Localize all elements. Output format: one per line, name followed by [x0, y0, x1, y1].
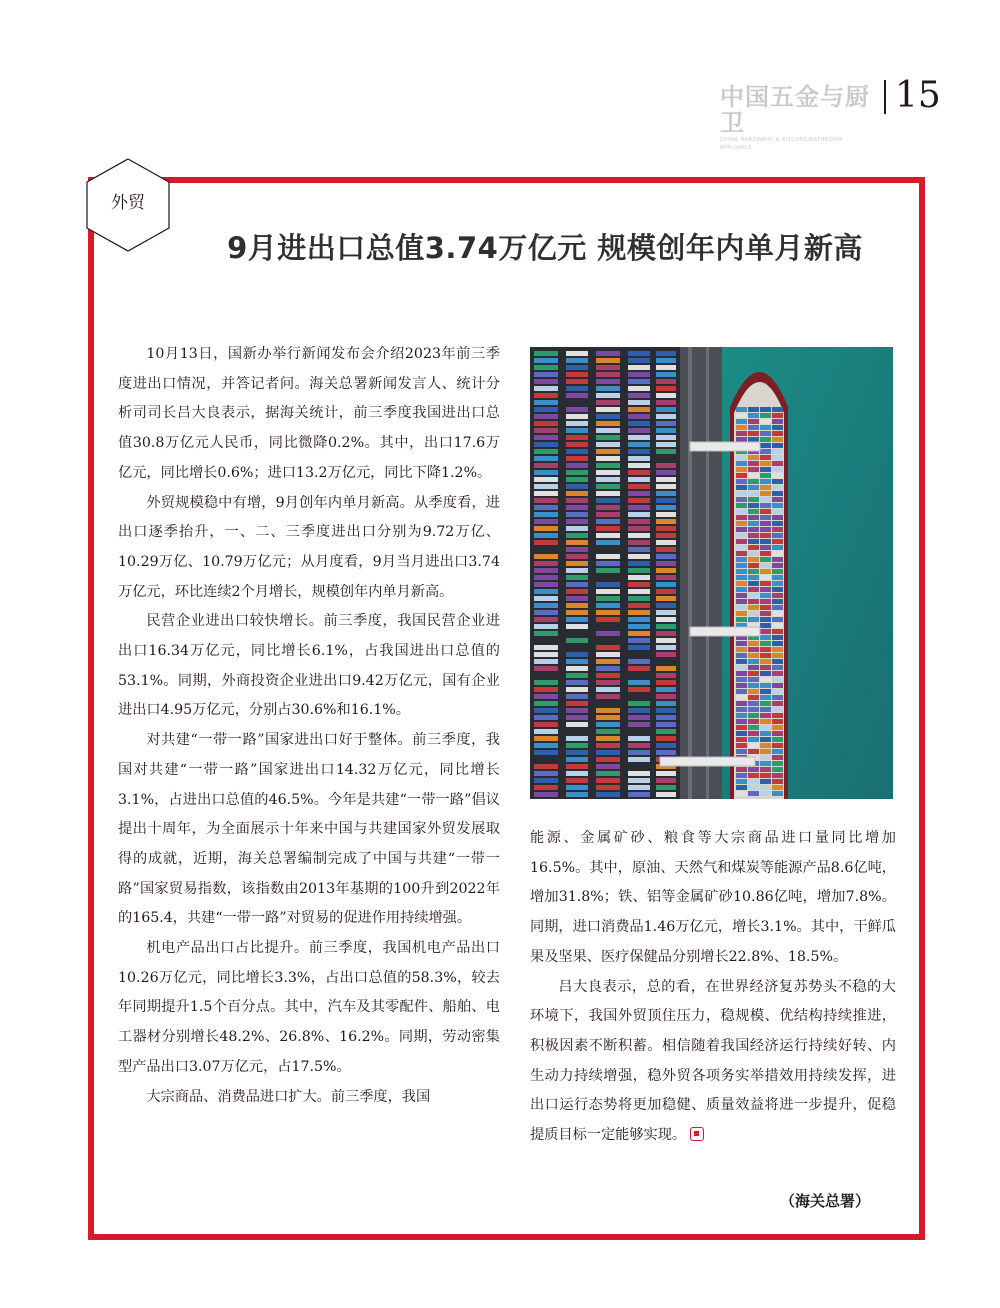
- article-left-column: [118, 340, 500, 1112]
- paragraph: 民营企业进出口较快增长。前三季度，我国民营企业进出口16.34万亿元，同比增长6.1%，占我国进出口总值的53.1%。同期，外商投资企业进出口9.42万亿元，国有企业进出口4.95万亿元，分别占30.6%和16.1%。: [118, 613, 500, 719]
- paragraph-text: 吕大良表示，总的看，在世界经济复苏势头不稳的大环境下，我国外贸顶住压力，稳规模、优结构持续推进，积极因素不断积蓄。相信随着我国经济运行持续好转、内生动力持续增强，稳外贸各项务实举措效用持续发挥，进出口运行态势将更加稳健、质量效益将进一步提升，促稳提质目标一定能够实现。: [530, 978, 896, 1144]
- paragraph: 机电产品出口占比提升。前三季度，我国机电产品出口10.26万亿元，同比增长3.3%，占出口总值的58.3%，较去年同期提升1.5个百分点。其中，汽车及其零配件、船舶、电工器材分别增长48.2%、26.8%、16.2%。同期，劳动密集型产品出口3.07万亿元，占17.5%。: [118, 940, 500, 1075]
- brand-name: 中国五金与厨卫: [720, 83, 870, 137]
- paragraph: [530, 973, 896, 1151]
- section-tag: 外贸: [111, 193, 145, 213]
- article-right-column: [530, 824, 896, 1151]
- page-number: 15: [895, 75, 941, 116]
- header-divider: [884, 80, 886, 114]
- magazine-brand-logo: [720, 83, 872, 151]
- paragraph: 能源、金属矿砂、粮食等大宗商品进口量同比增加16.5%。其中，原油、天然气和煤炭等能源产品8.6亿吨，增加31.8%；铁、铝等金属矿砂10.86亿吨，增加7.8%。同期，进口消费品1.46万亿元，增长3.1%。其中，干鲜瓜果及坚果、医疗保健品分别增长22.8%、18.5%。: [530, 830, 896, 965]
- paragraph: 对共建“一带一路”国家进出口好于整体。前三季度，我国对共建“一带一路”国家进出口14.32万亿元，同比增长3.1%，占进出口总值的46.5%。今年是共建“一带一路”倡议提出十周年，为全面展示十年来中国与共建国家外贸发展取得的成就，近期，海关总署编制完成了中国与共建“一带一路”国家贸易指数，该指数由2013年基期的100升到2022年的165.4，共建“一带一路”对贸易的促进作用持续增强。: [118, 732, 500, 927]
- paragraph: 大宗商品、消费品进口扩大。前三季度，我国: [146, 1088, 431, 1105]
- article-title: 9月进出口总值3.74万亿元 规模创年内单月新高: [227, 231, 863, 265]
- paragraph: 10月13日，国新办举行新闻发布会介绍2023年前三季度进出口情况，并答记者问。海关总署新闻发言人、统计分析司司长吕大良表示，据海关统计，前三季度我国进出口总值30.8万亿元人民币，同比微降0.2%。其中，出口17.6万亿元，同比增长0.6%；进口13.2万亿元，同比下降1.2%。: [118, 346, 500, 481]
- paragraph: 外贸规模稳中有增，9月创年内单月新高。从季度看，进出口逐季抬升，一、二、三季度进出口分别为9.72万亿、10.29万亿、10.79万亿元；从月度看，9月当月进出口3.74万亿元，环比连续2个月增长，规模创年内单月新高。: [118, 494, 500, 600]
- container-port-photo: [530, 347, 893, 799]
- brand-subtitle: CHINA HARDWARE & KITCHEN/BATHROOM APPLIANCE: [720, 137, 843, 151]
- end-mark-icon: [690, 1127, 704, 1141]
- article-source: （海关总署）: [780, 1192, 871, 1210]
